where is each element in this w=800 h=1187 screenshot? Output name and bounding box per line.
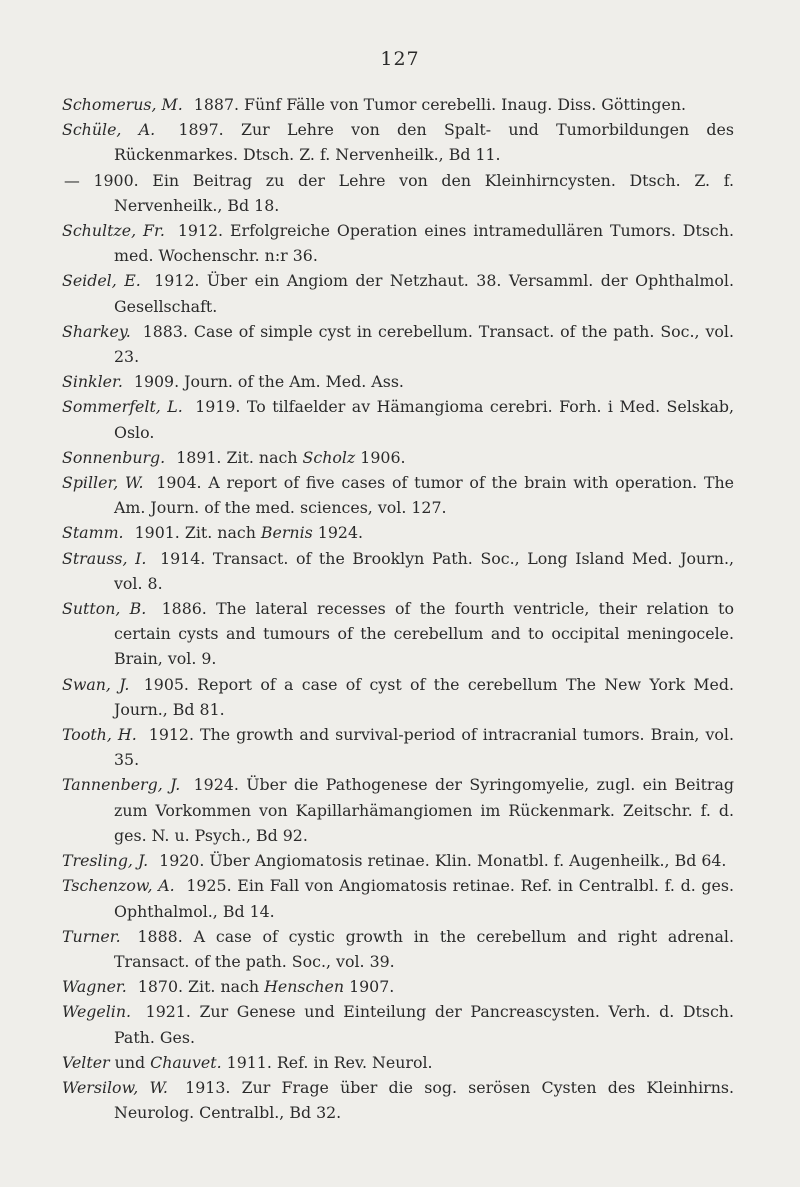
reference-author: Schüle, A. [62,120,156,140]
reference-coauthor: Chauvet. [150,1052,222,1072]
cited-author: Henschen [264,977,345,997]
reference-author: Sommerfelt, L. [62,397,183,417]
reference-year: 1912. [148,725,194,745]
reference-author: Seidel, E. [62,271,141,291]
reference-entry [62,873,734,923]
page-number: 127 [380,48,420,70]
reference-text: The lateral recesses of the fourth ventricle, their relation to certain cysts and tumours of the cerebellum and to occipital meningocele. Brain, vol. 9. [114,599,734,669]
reference-author: Swan, J. [62,674,130,694]
reference-text: Über die Pathogenese der Syringomyelie, zugl. ein Beitrag zum Vorkommen von Kapillarhämangiomen im Rückenmark. Zeitschr. f. d. ges. N. u. Psych., Bd 92. [114,775,734,845]
cited-author: Scholz [302,447,356,467]
reference-entry [62,999,734,1049]
reference-entry [62,369,734,394]
reference-text: A report of five cases of tumor of the brain with operation. The Am. Journ. of the med. sciences, vol. 127. [114,473,735,518]
reference-author: Stamm. [62,523,124,543]
reference-year: 1913. [185,1077,231,1097]
reference-text: To tilfaelder av Hämangioma cerebri. Forh. i Med. Selskab, Oslo. [114,397,735,442]
reference-text: Journ. of the Am. Med. Ass. [179,372,404,392]
reference-author: Tschenzow, A. [62,876,175,896]
reference-text: Ein Fall von Angiomatosis retinae. Ref. in Centralbl. f. d. ges. Ophthalmol., Bd 14. [114,876,734,921]
reference-text: Erfolgreiche Operation eines intramedullären Tumors. Dtsch. med. Wochenschr. n:r 36. [114,221,734,266]
reference-text: Zit. nach [183,977,265,997]
reference-entry [62,1075,734,1125]
reference-author: Wagner. [62,977,127,997]
reference-entry [62,268,734,318]
reference-author: Strauss, I. [62,548,147,568]
reference-year: 1888. [137,926,183,946]
reference-entry [62,672,734,722]
reference-entry [62,168,734,218]
reference-year: 1912. [177,221,224,241]
reference-entry [62,848,734,873]
reference-year: 1883. [142,321,188,341]
reference-year: 1904. [156,473,202,493]
reference-text: Ein Beitrag zu der Lehre von den Kleinhirncysten. Dtsch. Z. f. Nervenheilk., Bd 18. [114,170,734,215]
reference-year: 1909. [133,372,180,392]
reference-entry [62,596,734,672]
reference-author: Spiller, W. [62,473,144,493]
reference-text-end: 1911. Ref. in Rev. Neurol. [221,1052,433,1072]
reference-text: Zur Frage über die sog. serösen Cysten des Kleinhirns. Neurolog. Centralbl., Bd 32. [114,1077,734,1123]
reference-author: Tannenberg, J. [62,775,181,795]
reference-year: 1891. [176,447,222,467]
reference-entry [62,117,734,167]
reference-entry [62,772,734,848]
reference-entry [62,520,734,545]
reference-list [62,92,734,1125]
reference-entry [62,394,734,444]
reference-text: Über Angiomatosis retinae. Klin. Monatbl. f. Augenheilk., Bd 64. [204,851,727,871]
reference-entry [62,445,734,470]
reference-author: Tooth, H. [62,725,137,745]
reference-entry [62,1050,734,1075]
reference-year: 1897. [178,120,224,140]
reference-year: 1924. [193,775,239,795]
reference-year: 1905. [143,674,189,694]
reference-entry [62,546,734,596]
reference-text: Zit. nach [221,447,303,467]
reference-entry [62,319,734,369]
reference-year: — 1900. [64,170,139,190]
reference-text: Transact. of the Brooklyn Path. Soc., Long Island Med. Journ., vol. 8. [114,548,734,593]
reference-author: Sonnenburg. [62,447,166,467]
reference-author: Turner. [62,926,121,946]
reference-author: Tresling, J. [62,851,149,871]
reference-author: Schultze, Fr. [62,221,165,241]
reference-year: 1887. [193,95,240,114]
reference-text: Zit. nach [179,523,261,543]
reference-entry [62,92,734,117]
reference-year: 1886. [161,599,207,619]
reference-author: Wegelin. [62,1002,132,1022]
reference-year: 1925. [186,876,232,896]
reference-entry [62,974,734,999]
reference-year: 1919. [195,397,241,417]
reference-text-end: 1906. [355,447,406,467]
reference-year: 1870. [137,977,184,997]
reference-text: Case of simple cyst in cerebellum. Transact. of the path. Soc., vol. 23. [114,321,734,367]
reference-text: A case of cystic growth in the cerebellum and right adrenal. Transact. of the path. Soc., vol. 39. [114,926,734,971]
reference-year: 1920. [159,851,205,871]
reference-text-end: 1924. [312,523,364,543]
reference-author: Sinkler. [62,372,123,392]
reference-year: 1914. [160,548,206,568]
reference-text: Zur Lehre von den Spalt- und Tumorbildungen des Rückenmarkes. Dtsch. Z. f. Nervenheilk., Bd 11. [114,120,734,165]
reference-text-end: 1907. [344,977,395,997]
reference-year: 1921. [145,1002,191,1022]
reference-year: 1912. [154,271,200,291]
reference-entry [62,924,734,974]
reference-year: 1901. [134,523,180,543]
reference-author: Sutton, B. [62,599,147,619]
reference-text: Report of a case of cyst of the cerebellum The New York Med. Journ., Bd 81. [114,674,734,719]
cited-author: Bernis [260,523,313,543]
reference-text: Zur Genese und Einteilung der Pancreascysten. Verh. d. Dtsch. Path. Ges. [114,1002,734,1047]
reference-text: Fünf Fälle von Tumor cerebelli. Inaug. Diss. Göttingen. [239,95,687,114]
reference-entry [62,722,734,772]
reference-author: Wersilow, W. [62,1077,168,1097]
reference-author: Sharkey. [62,321,131,341]
reference-text: und [114,1052,151,1072]
reference-text: The growth and survival-period of intracranial tumors. Brain, vol. 35. [114,725,734,770]
reference-author: Velter [62,1052,110,1072]
reference-text: Über ein Angiom der Netzhaut. 38. Versamml. der Ophthalmol. Gesellschaft. [114,271,734,316]
reference-entry [62,470,734,520]
reference-entry [62,218,734,268]
reference-author: Schomerus, M. [62,95,183,114]
